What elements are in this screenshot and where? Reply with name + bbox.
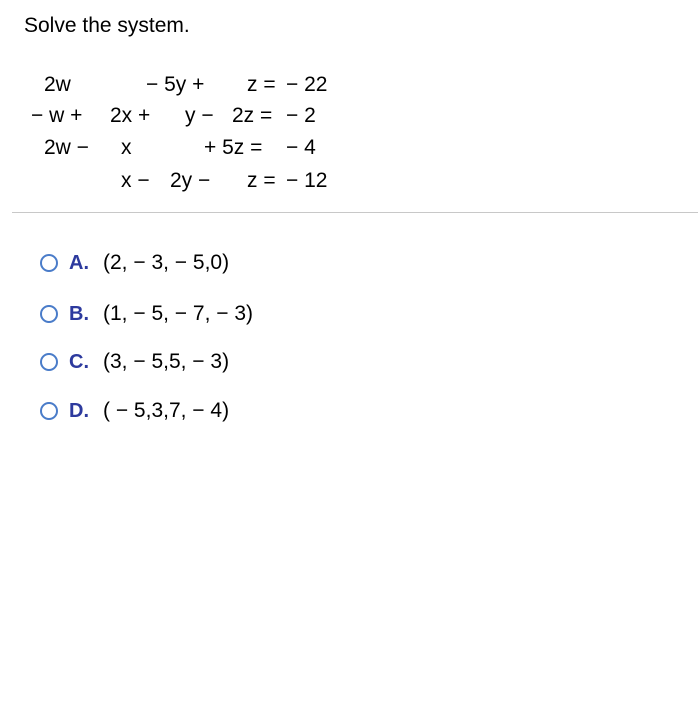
question-prompt: Solve the system.: [24, 14, 190, 37]
eq2-z-term: 2z =: [232, 104, 273, 127]
choice-letter: C.: [69, 350, 89, 373]
radio-button-icon[interactable]: [40, 305, 58, 323]
eq2-w-term: − w +: [31, 104, 83, 127]
eq1-z-term: z =: [247, 73, 276, 96]
eq1-rhs: − 22: [286, 73, 328, 96]
eq4-x-term: x −: [121, 169, 150, 192]
eq4-z-term: z =: [247, 169, 276, 192]
radio-button-icon[interactable]: [40, 402, 58, 420]
choice-answer: (3, − 5,5, − 3): [103, 350, 230, 373]
eq2-y-term: y −: [185, 104, 214, 127]
radio-button-icon[interactable]: [40, 254, 58, 272]
eq3-w-term: 2w −: [44, 136, 89, 159]
choice-answer: (1, − 5, − 7, − 3): [103, 302, 254, 325]
eq4-rhs: − 12: [286, 169, 328, 192]
eq1-w-term: 2w: [44, 73, 71, 96]
choice-c[interactable]: [40, 347, 229, 377]
equation-system: [0, 68, 400, 198]
choice-letter: A.: [69, 251, 89, 274]
choice-answer: ( − 5,3,7, − 4): [103, 399, 230, 422]
divider: [12, 212, 698, 213]
eq3-x-term: x: [121, 136, 132, 159]
choice-letter: B.: [69, 302, 89, 325]
eq1-y-term: − 5y +: [146, 73, 205, 96]
radio-button-icon[interactable]: [40, 353, 58, 371]
eq2-x-term: 2x +: [110, 104, 151, 127]
choice-letter: D.: [69, 399, 89, 422]
eq3-z-term: + 5z =: [204, 136, 263, 159]
choice-a[interactable]: [40, 248, 229, 278]
choice-d[interactable]: [40, 396, 229, 426]
eq4-y-term: 2y −: [170, 169, 211, 192]
choice-answer: (2, − 3, − 5,0): [103, 251, 230, 274]
eq3-rhs: − 4: [286, 136, 316, 159]
eq2-rhs: − 2: [286, 104, 316, 127]
choice-b[interactable]: [40, 299, 253, 329]
